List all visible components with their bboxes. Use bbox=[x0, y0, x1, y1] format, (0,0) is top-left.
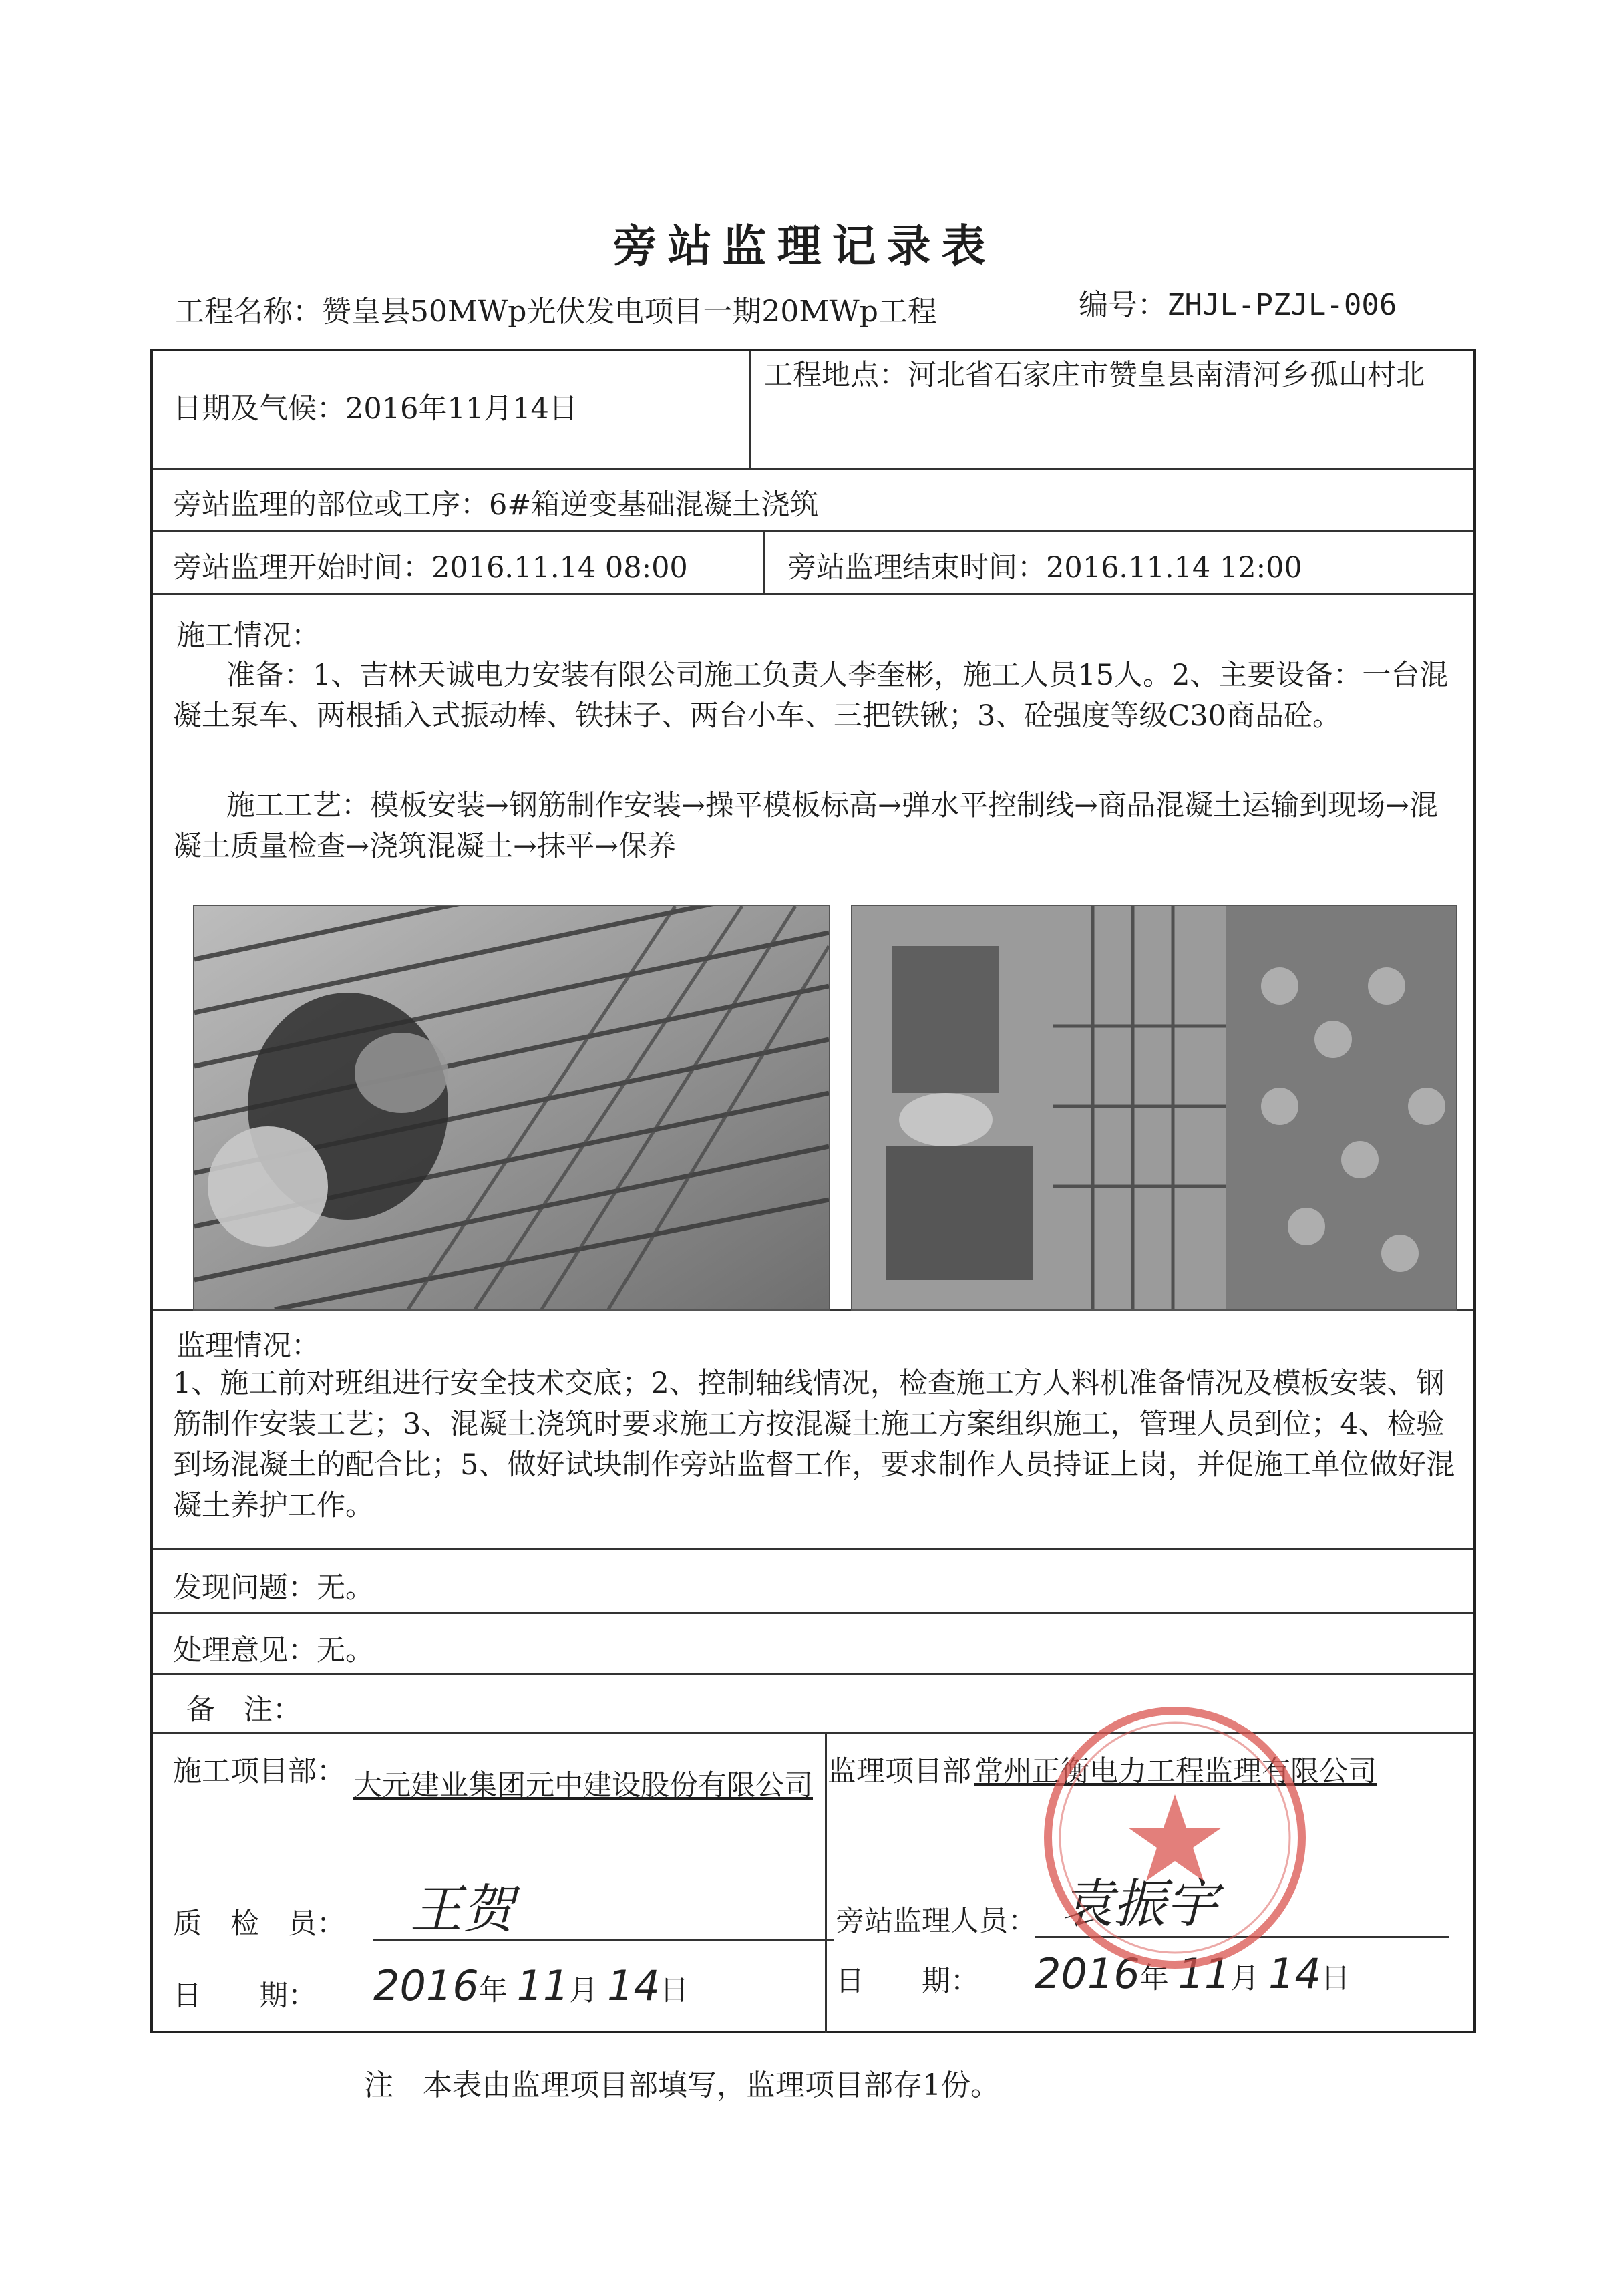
contractor-name: 大元建业集团元中建设股份有限公司 bbox=[353, 1769, 813, 1802]
left-date-month: 11 bbox=[516, 1961, 570, 2010]
left-date-label: 日 期： bbox=[173, 1979, 317, 2013]
supervision-text: 1、施工前对班组进行安全技术交底；2、控制轴线情况，检查施工方人料机准备情况及模板安装、钢筋制作安装工艺；3、混凝土浇筑时要求施工方按混凝土施工方案组织施工，管理人员到位；4、检验到场混凝土的配合比；5、做好试块制作旁站监督工作，要求制作人员持证上岗，并促施工单位做好混凝土养护工作。 bbox=[173, 1367, 1455, 1522]
right-date-month: 11 bbox=[1178, 1949, 1231, 1998]
site-photo-workers-image bbox=[852, 906, 1456, 1309]
construction-process: 施工工艺：模板安装→钢筋制作安装→操平模板标高→弹水平控制线→商品混凝土运输到现场→混凝土质量检查→浇筑混凝土→抹平→保养 bbox=[173, 789, 1439, 863]
construction-heading: 施工情况： bbox=[176, 619, 320, 653]
column-divider bbox=[749, 351, 751, 468]
date-weather: 日期及气候：2016年11月14日 bbox=[173, 392, 578, 426]
row-divider bbox=[153, 530, 1473, 532]
site-photo-rebar bbox=[193, 905, 830, 1311]
handling-opinion: 处理意见：无。 bbox=[173, 1634, 374, 1667]
right-date-label: 日 期： bbox=[836, 1965, 979, 1998]
column-divider bbox=[825, 1732, 827, 2033]
row-divider bbox=[153, 1548, 1473, 1550]
row-divider bbox=[153, 1673, 1473, 1675]
company-seal-stamp bbox=[1031, 1694, 1318, 1981]
column-divider bbox=[763, 530, 765, 593]
right-date-month-suffix: 月 bbox=[1230, 1962, 1260, 1995]
right-date-year-suffix: 年 bbox=[1139, 1962, 1169, 1995]
project-name: 工程名称：赞皇县50MWp光伏发电项目一期20MWp工程 bbox=[175, 295, 937, 329]
start-time: 旁站监理开始时间：2016.11.14 08:00 bbox=[173, 551, 688, 585]
end-time: 旁站监理结束时间：2016.11.14 12:00 bbox=[787, 551, 1302, 585]
form-title: 旁站监理记录表 bbox=[612, 220, 997, 272]
row-divider bbox=[153, 593, 1473, 595]
left-date bbox=[373, 1961, 689, 2010]
supervisor-signature: 袁振宇 bbox=[1061, 1874, 1218, 1935]
right-date-year: 2016 bbox=[1035, 1949, 1140, 1998]
form-code: 编号：ZHJL-PZJL-006 bbox=[1079, 288, 1397, 322]
site-photo-rebar-image bbox=[194, 906, 829, 1309]
left-date-day: 14 bbox=[607, 1961, 660, 2010]
left-date-month-suffix: 月 bbox=[569, 1974, 598, 2007]
record-table bbox=[150, 349, 1476, 2033]
left-date-year-suffix: 年 bbox=[478, 1974, 508, 2007]
right-date-day-suffix: 日 bbox=[1320, 1962, 1350, 1995]
inspector-underline bbox=[373, 1939, 834, 1941]
footnote: 注 本表由监理项目部填写，监理项目部存1份。 bbox=[364, 2068, 1000, 2102]
construction-prep: 准备：1、吉林天诚电力安装有限公司施工负责人李奎彬，施工人员15人。2、主要设备：一台混凝土泵车、两根插入式振动棒、铁抹子、两台小车、三把铁锹；3、砼强度等级C30商品砼。 bbox=[173, 659, 1449, 733]
remarks-label: 备 注： bbox=[186, 1693, 301, 1727]
issues-found: 发现问题：无。 bbox=[173, 1571, 374, 1605]
project-location: 工程地点：河北省石家庄市赞皇县南清河乡孤山村北 bbox=[764, 359, 1425, 392]
left-date-day-suffix: 日 bbox=[659, 1974, 689, 2007]
inspector-signature: 王贺 bbox=[410, 1880, 515, 1940]
inspector-label: 质 检 员： bbox=[173, 1907, 345, 1941]
supervisor-company: 常州正衡电力工程监理有限公司 bbox=[974, 1755, 1377, 1788]
supervised-part: 旁站监理的部位或工序：6#箱逆变基础混凝土浇筑 bbox=[173, 488, 819, 522]
supervisor-dept-label: 监理项目部 bbox=[828, 1755, 971, 1788]
left-date-year: 2016 bbox=[373, 1961, 479, 2010]
contractor-label: 施工项目部： bbox=[173, 1755, 345, 1788]
row-divider bbox=[153, 1612, 1473, 1614]
right-date-day: 14 bbox=[1268, 1949, 1321, 1998]
row-divider bbox=[153, 468, 1473, 470]
supervision-heading: 监理情况： bbox=[176, 1329, 320, 1363]
supervisor-person-label: 旁站监理人员： bbox=[836, 1905, 1037, 1938]
site-photo-workers bbox=[851, 905, 1457, 1311]
